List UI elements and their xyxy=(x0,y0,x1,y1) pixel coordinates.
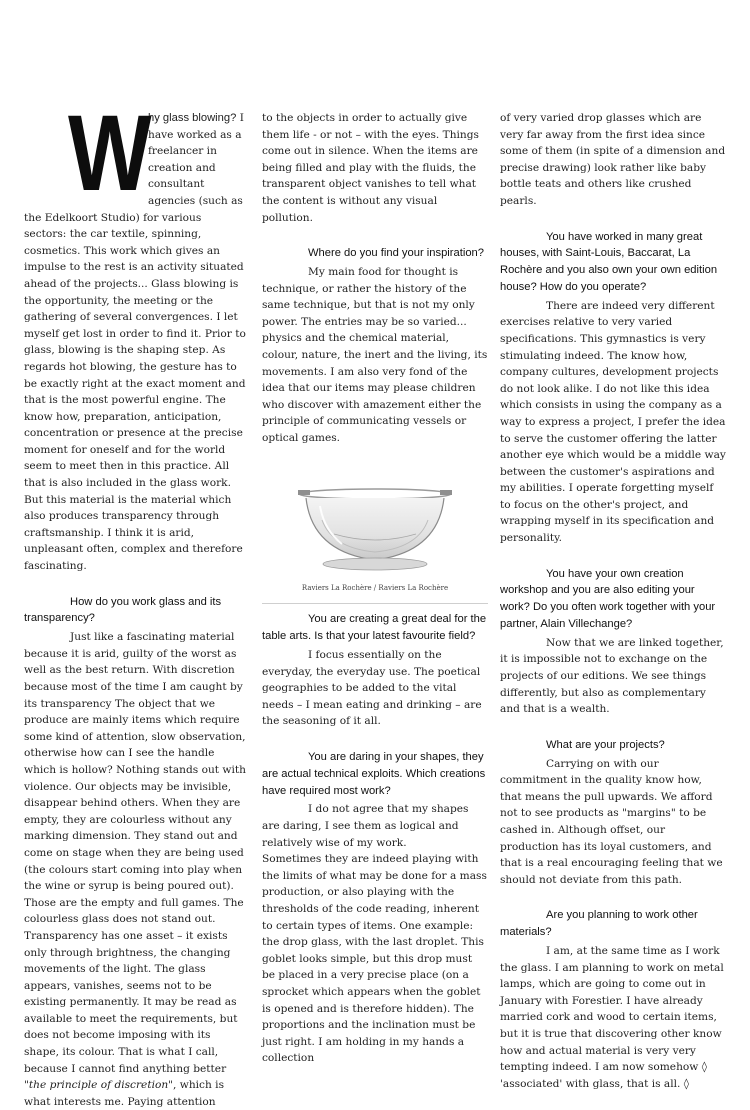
answer-daring-1: I do not agree that my shapes are daring, I see them as logical and relatively wise of my work. xyxy=(262,803,469,849)
question-workshop: You have your own creation workshop and you are also editing your work? Do you often work together with your partner, Alain Villechange? xyxy=(500,567,716,631)
answer-table-arts: I focus essentially on the everyday, the everyday use. The poetical geographies to be added to the vital needs – I mean eating and drinking – are the seasoning of it all. xyxy=(262,649,482,728)
glass-bowl-photo xyxy=(262,460,488,592)
question-daring: You are daring in your shapes, they are actual technical exploits. Which creations have required most work? xyxy=(262,751,486,797)
answer-inspiration: My main food for thought is technique, or rather the history of the same technique, but that is not my only power. The entries may be so varied... physics and the chemical material, colour, nature, the inert and the living, its movements. I am also very fond of the idea that our items may please children who discover with amazement either the principle of communicating vessels or optical games. xyxy=(262,265,488,444)
question-inspiration: Where do you find your inspiration? xyxy=(308,247,484,260)
answer-workshop: Now that we are linked together, it is impossible not to exchange on the projects of our editions. We see things differently, but also as complementary and that is a wealth. xyxy=(500,636,724,716)
question-table-arts: You are creating a great deal for the table arts. Is that your latest favourite field? xyxy=(262,613,487,643)
question-transparency: How do you work glass and its transparency? xyxy=(24,595,222,625)
answer-transparency xyxy=(24,629,246,1110)
discretion-quote: "the principle of discretion" xyxy=(24,1079,174,1092)
question-materials: Are you planning to work other materials? xyxy=(500,909,698,939)
question-houses: You have worked in many great houses, with Saint-Louis, Baccarat, La Rochère and you also own your own edition house? How do you operate? xyxy=(500,230,718,293)
col3-continuation: of very varied drop glasses which are very far away from the first idea since some of them (in spite of a dimension and precise drawing) look rather like baby bottle teats and others like crushed pearls. xyxy=(500,112,726,207)
answer-materials: I am, at the same time as I work the glass. I am planning to work on metal lamps, which are going to come out in January with Forestier. I have already married cork and wood to certain items, but it is true that discovering other know how and actual material is very very tempting indeed. I am now somehow ◊ 'associated' with glass, that is all. ◊ xyxy=(500,944,724,1090)
column-3 xyxy=(500,110,726,1092)
glass-bowl-image xyxy=(262,460,488,578)
drop-cap: W xyxy=(68,92,152,213)
answer-transparency-text: Just like a fascinating material because it is arid, guilty of the worst as well as the best return. With discretion because most of the time I am caught by its transparency The object that we produce are mainly items which require some kind of attention, slow observation, otherwise how can I see the handle which is hollow? Nothing stands out with violence. Our objects may be invisible, disappear behind others. When they are empty, they are colourless without any marking dimension. They stand out and come on stage when they are being used (the colours start coming into play when the wine or syrup is being poured out). Those are the empty and full games. The colourless glass does not stand out. Transparency has one asset – it exists only through brightness, the changing movements of the light. The glass appears, vanishes, seems not to be existing permanently. It may be read as available to meet the requirements, but does not become imposing with its shape, its colour. That is what I call, because I cannot find anything better xyxy=(24,631,246,1075)
intro-question: hy glass blowing? xyxy=(148,112,237,124)
answer-houses: There are indeed very different exercises relative to very varied specifications. This gymnastics is very stimulating indeed. The know how, company cultures, development projects do not look alike. I do not like this idea which consists in using the company as a way to express a project, I prefer the idea to serve the customer offering the latter another eye which would be a middle way between the customer's aspirations and my abilities. I operate forgetting myself to focus on the other's project, and wrapping myself in its specification and personality. xyxy=(500,299,726,545)
photo-caption: Raviers La Rochère / Raviers La Rochère xyxy=(262,580,488,604)
answer-daring-2: Sometimes they are indeed playing with the limits of what may be done for a mass production, or also playing with the thresholds of the code reading, inherent to certain types of items. One example: the drop glass, with the last droplet. This goblet looks simple, but this drop must be placed in a very precise place (on a sprocket which appears when the goblet is opened and is therefore hidden). The proportions and the inclination must be just right. I am holding in my hands a collection xyxy=(262,853,487,1065)
column-1 xyxy=(24,92,246,1110)
column-2 xyxy=(262,110,488,1067)
col2-continuation: to the objects in order to actually give them life - or not – with the eyes. Things come out in silence. When the items are being filled and play with the fluids, the transparent object vanishes to tell what the content is without any visual pollution. xyxy=(262,112,479,224)
answer-projects: Carrying on with our commitment in the quality know how, that means the pull upwards. We afford not to see products as "margins" to be cashed in. Although offset, our production has its loyal customers, and that is a real encouraging feeling that we should not deviate from this path. xyxy=(500,757,723,886)
intro-answer: I have worked as a freelancer in creation and consultant agencies (such as the Edelkoort Studio) for various sectors: the car textile, spinning, cosmetics. This work which gives an impulse to the rest is an activity situated ahead of the projects... Glass blowing is the opportunity, the meeting or the gathering of several convergences. I let myself get lost in order to find it. Prior to glass, blowing is the shaping step. As regards hot blowing, the gesture has to be exactly right at the exact moment and that is the most powerful engine. The know how, preparation, anticipation, concentration or presence at the precise moment for oneself and for the world seem to meet then in this practice. All that is also included in the glass work. But this material is the material which also produces transparency through craftsmanship. I think it is arid, unpleasant often, complex and therefore fascinating. xyxy=(24,112,246,573)
intro-block xyxy=(24,92,246,575)
answer-transparency-tail: , which is what interests me. Paying attention xyxy=(24,1079,225,1108)
question-projects: What are your projects? xyxy=(546,738,665,751)
